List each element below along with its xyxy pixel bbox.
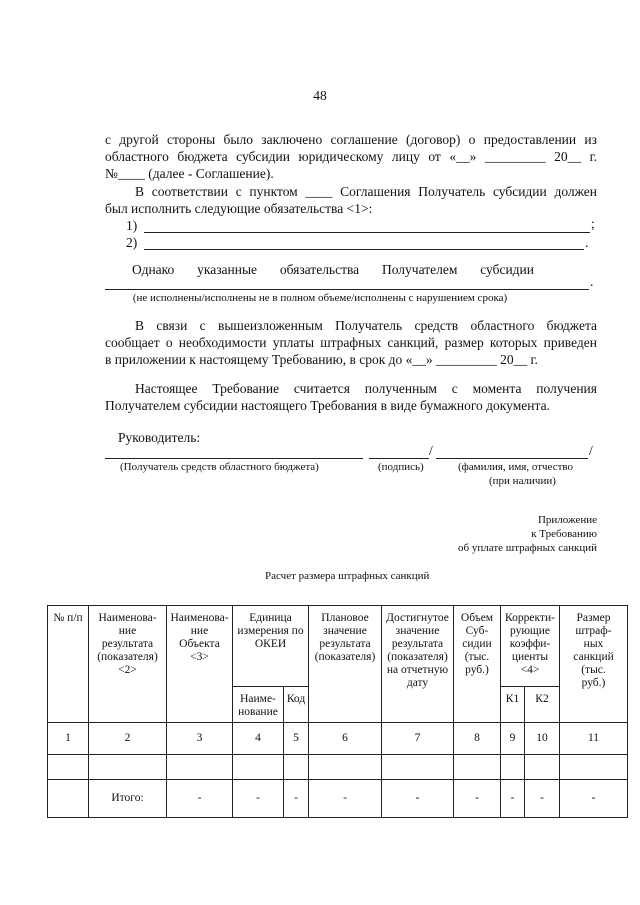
col-number: 3: [167, 723, 233, 755]
signature-sign-line: [369, 458, 429, 459]
col-number: 8: [454, 723, 501, 755]
penalty-table: [47, 605, 628, 818]
para3-note: (не исполнены/исполнены не в полном объеме/исполнены с нарушением срока): [132, 292, 508, 304]
col-number: 4: [233, 723, 284, 755]
appendix-line-2: к Требованию: [531, 528, 597, 540]
para4-line1: В связи с вышеизложенным Получатель средств областного бюджета: [135, 318, 597, 333]
appendix-line-3: об уплате штрафных санкций: [458, 542, 597, 554]
obligation-item-1-end: ;: [591, 216, 595, 231]
header-result-name: Наименова- ние результата (показателя) <2>: [89, 606, 167, 723]
table-title: Расчет размера штрафных санкций: [265, 570, 430, 582]
appendix-line-1: Приложение: [537, 514, 597, 526]
total-value: -: [309, 780, 382, 818]
header-object-name: Наименова- ние Объекта <3>: [167, 606, 233, 723]
caption-org: (Получатель средств областного бюджета): [120, 461, 319, 473]
table-row-total: [48, 780, 628, 818]
total-value: -: [233, 780, 284, 818]
para1-line3: №____ (далее - Соглашение).: [105, 166, 274, 181]
obligation-line-1: [144, 232, 590, 233]
para5-line1: Настоящее Требование считается полученным с момента получения: [135, 381, 597, 396]
header-unit: Единица измерения по ОКЕИ: [233, 606, 309, 687]
header-volume: Объем Суб- сидии (тыс. руб.): [454, 606, 501, 723]
header-penalty: Размер штраф- ных санкций (тыс. руб.): [560, 606, 628, 723]
obligation-line-2: [144, 249, 584, 250]
total-value: -: [454, 780, 501, 818]
total-value: -: [167, 780, 233, 818]
para4-line2: сообщает о необходимости уплаты штрафных санкций, размер которых приведен: [105, 335, 597, 350]
signature-org-line: [105, 458, 363, 459]
head-label: Руководитель:: [118, 430, 201, 445]
signature-sep-1: /: [429, 443, 433, 458]
para2-line1: В соответствии с пунктом ____ Соглашения Получатель субсидии должен: [135, 184, 597, 199]
col-number: 10: [525, 723, 560, 755]
header-unit-name: Наиме- нование: [233, 687, 284, 723]
para1-line1: с другой стороны было заключено соглашение (договор) о предоставлении из: [105, 132, 597, 147]
caption-name-1: (фамилия, имя, отчество: [458, 461, 574, 473]
caption-name-2: (при наличии): [489, 475, 556, 487]
obligation-item-2: 2): [126, 235, 138, 250]
col-number: 1: [48, 723, 89, 755]
caption-sign: (подпись): [378, 461, 424, 473]
header-coef: Корректи- рующие коэффи- циенты <4>: [501, 606, 560, 687]
page-number: 48: [313, 88, 327, 103]
total-value: -: [560, 780, 628, 818]
col-number: 5: [284, 723, 309, 755]
col-number: 6: [309, 723, 382, 755]
signature-name-line: [436, 458, 588, 459]
header-num: № п/п: [48, 606, 89, 723]
col-number: 7: [382, 723, 454, 755]
para5-line2: Получателем субсидии настоящего Требования в виде бумажного документа.: [105, 398, 550, 413]
total-value: -: [525, 780, 560, 818]
header-k2: К2: [525, 687, 560, 723]
table-row-empty: [48, 755, 628, 780]
column-numbers-row: [48, 723, 628, 755]
header-unit-code: Код: [284, 687, 309, 723]
para4-line3: в приложении к настоящему Требованию, в срок до «__» _________ 20__ г.: [105, 352, 538, 367]
total-value: -: [284, 780, 309, 818]
para3-line2-end: .: [590, 274, 594, 289]
obligation-item-2-end: .: [585, 235, 589, 250]
para1-line2: областного бюджета субсидии юридическому лицу от «__» _________ 20__ г.: [105, 149, 597, 164]
total-label: Итого:: [89, 780, 167, 818]
header-planned: Плановое значение результата (показателя): [309, 606, 382, 723]
obligation-item-1: 1): [126, 218, 138, 233]
total-value: -: [382, 780, 454, 818]
para2-line2: был исполнить следующие обязательства <1>:: [105, 201, 373, 216]
total-value: -: [501, 780, 525, 818]
col-number: 11: [560, 723, 628, 755]
col-number: 2: [89, 723, 167, 755]
para3-blank-line: [105, 289, 589, 290]
header-k1: К1: [501, 687, 525, 723]
signature-sep-2: /: [589, 443, 593, 458]
header-achieved: Достигнутое значение результата (показателя) на отчетную дату: [382, 606, 454, 723]
col-number: 9: [501, 723, 525, 755]
para3-line1: Однако указанные обязательства Получателем субсидии: [132, 262, 534, 277]
